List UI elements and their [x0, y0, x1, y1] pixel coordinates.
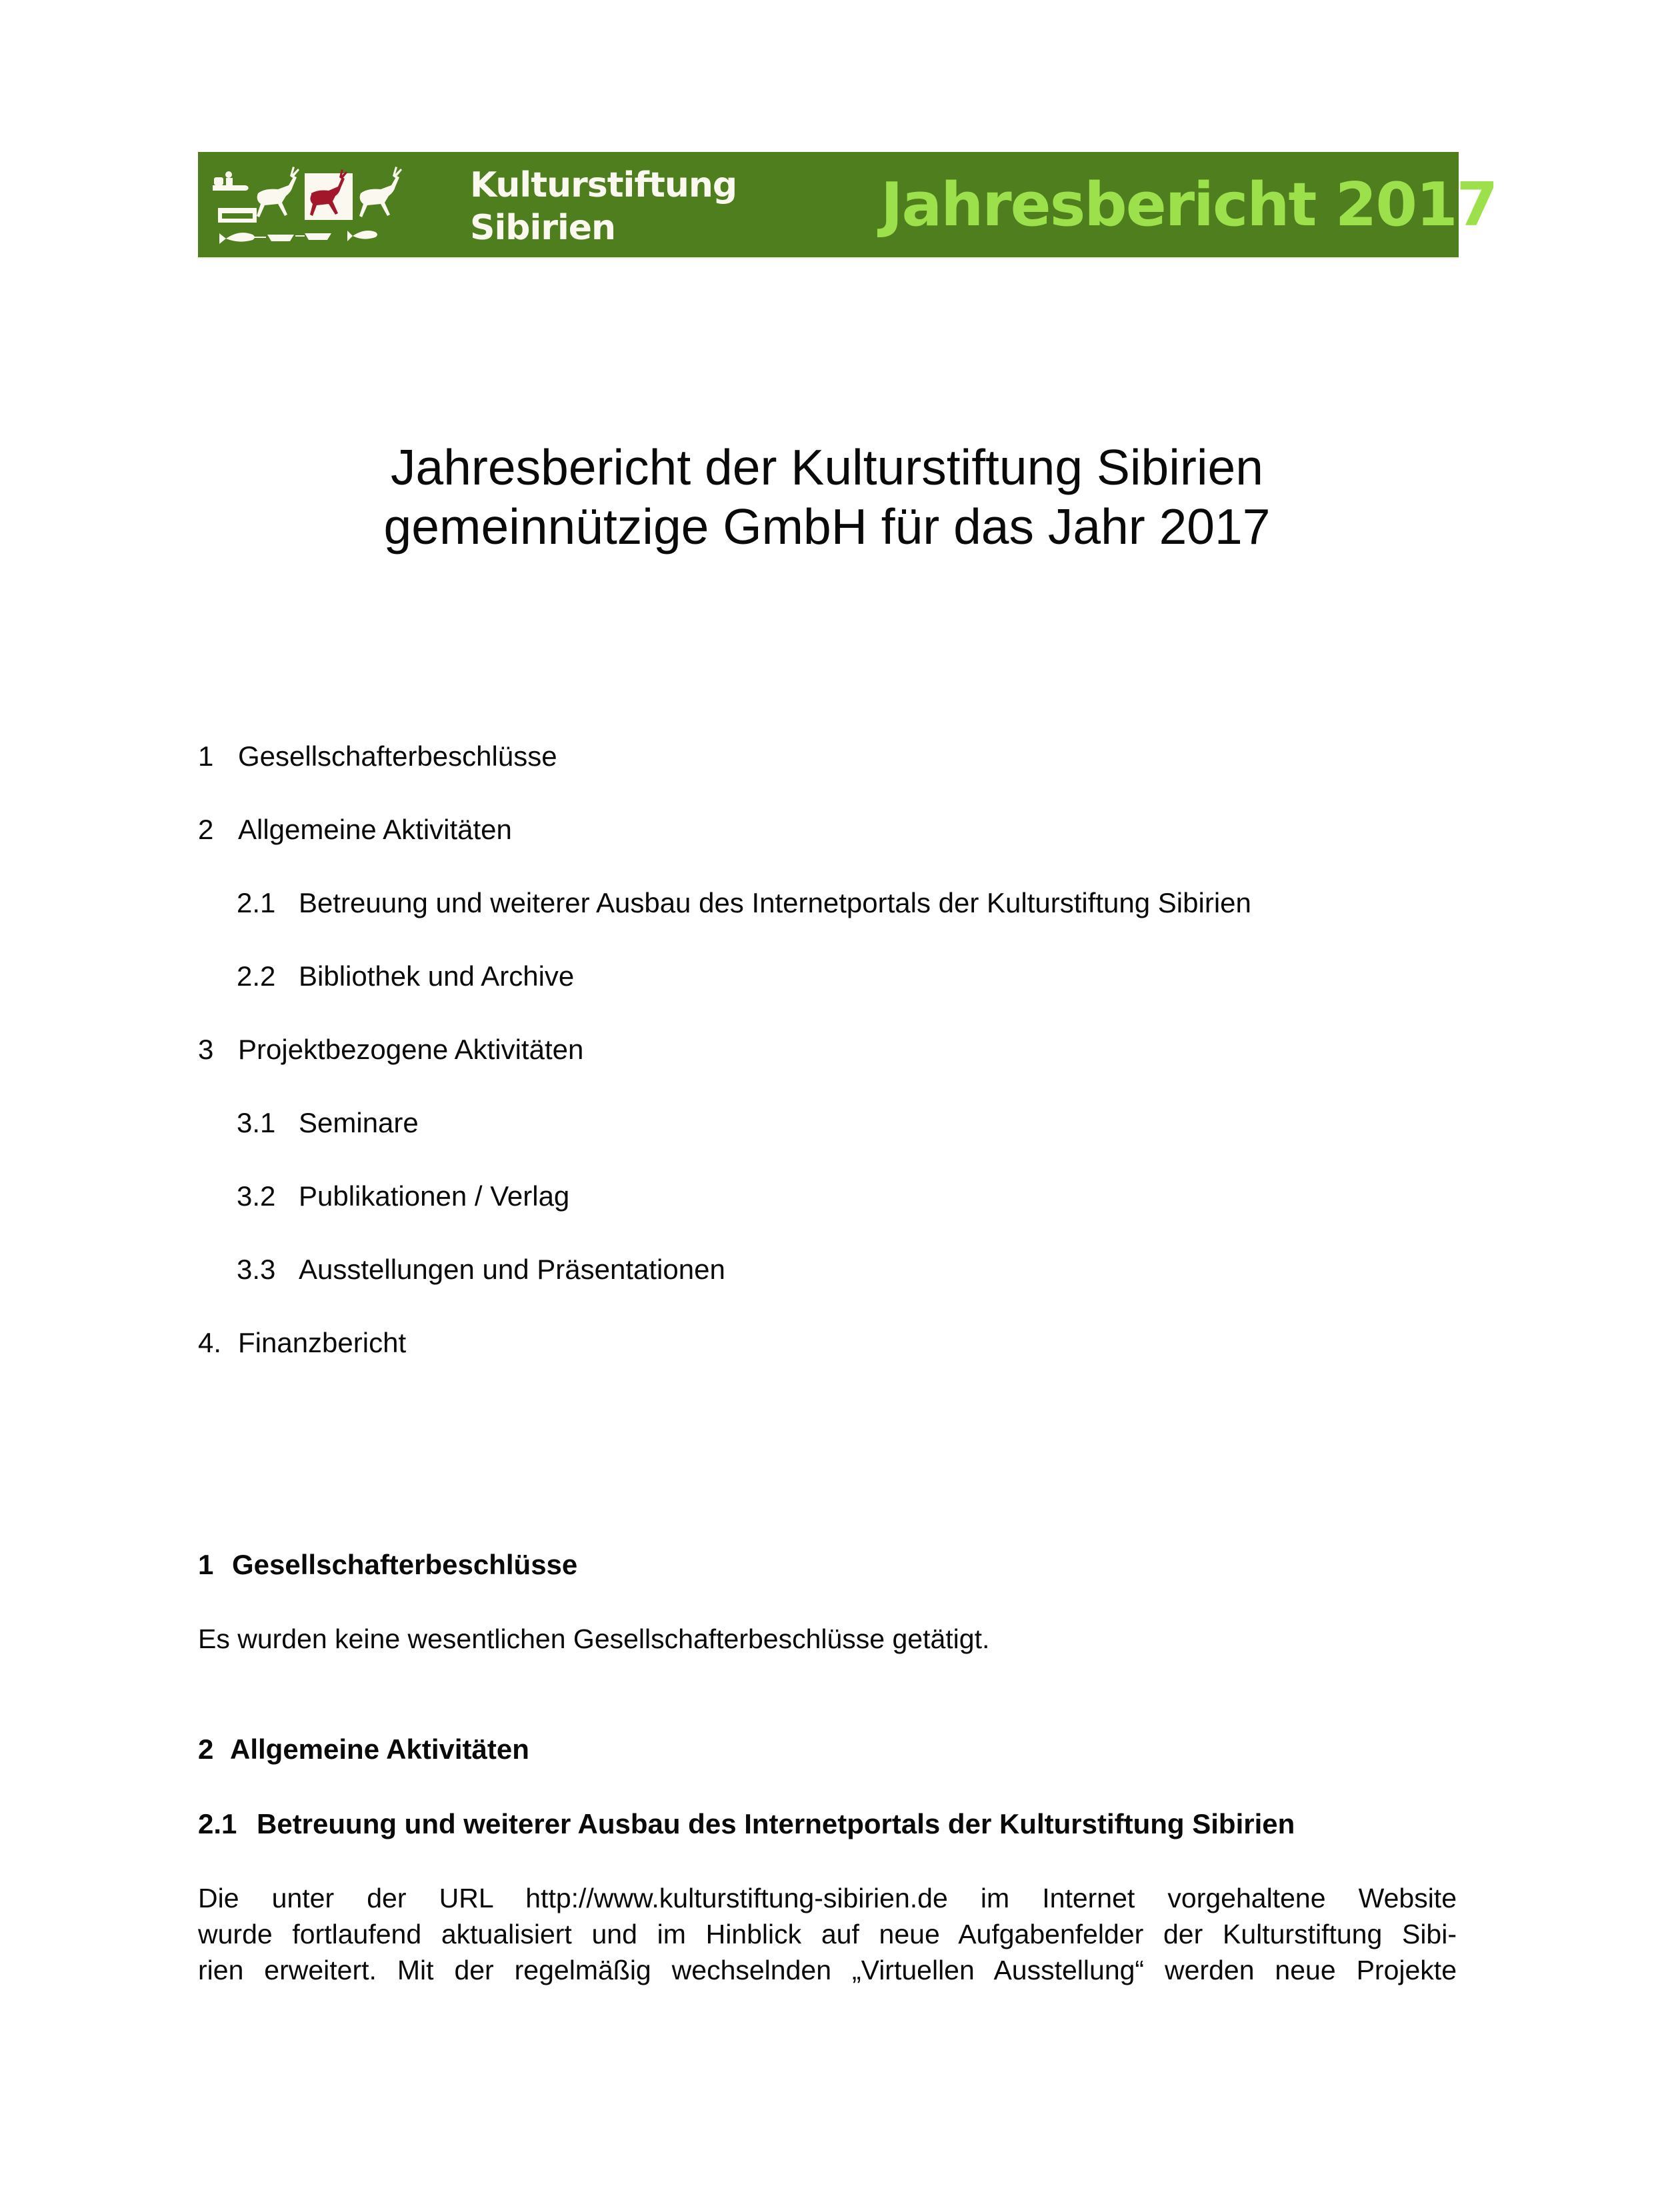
section-number: 2.1: [198, 1808, 237, 1839]
toc-number: 2.2: [237, 960, 276, 992]
toc-label: Publikationen / Verlag: [299, 1180, 570, 1212]
toc-number: 3.3: [237, 1254, 276, 1285]
section-1-paragraph: Es wurden keine wesentlichen Gesellschafterbeschlüsse getätigt.: [198, 1624, 990, 1654]
toc-label: Ausstellungen und Präsentationen: [299, 1254, 725, 1285]
red-reindeer-icon: [305, 169, 353, 220]
boat-icon: [267, 235, 294, 241]
toc-number: 2.1: [237, 887, 276, 918]
toc-label: Bibliothek und Archive: [299, 960, 575, 992]
boat-petroglyph-icon: [218, 208, 257, 223]
section-number: 1: [198, 1549, 214, 1580]
brand-line-2: Sibirien: [470, 208, 616, 248]
document-title-line-2: gemeinnützige GmbH für das Jahr 2017: [383, 499, 1271, 554]
header-banner: [198, 152, 1497, 259]
reindeer-icon: [257, 167, 299, 217]
toc-number: 3.1: [237, 1107, 276, 1138]
section-title: Allgemeine Aktivitäten: [230, 1733, 529, 1765]
whale-icon: [347, 231, 377, 241]
boat-icon: [305, 233, 331, 240]
report-year-title: Jahresbericht 2017: [881, 170, 1497, 240]
whale-icon: [219, 233, 255, 244]
toc-number: 3: [198, 1034, 214, 1065]
document-title: [0, 438, 1654, 556]
paragraph-line: rien erweitert. Mit der regelmäßig wechselnden „Virtuellen Ausstellung“ werden neue Projekte: [198, 1955, 1457, 1985]
paragraph-line: Die unter der URL http://www.kulturstiftung-sibirien.de im Internet vorgehaltene Website: [198, 1883, 1457, 1913]
toc-label: Gesellschafterbeschlüsse: [238, 740, 557, 772]
section-title: Gesellschafterbeschlüsse: [232, 1549, 578, 1580]
sled-petroglyph-icon: [213, 171, 249, 191]
reindeer-icon: [359, 167, 402, 217]
toc-label: Projektbezogene Aktivitäten: [238, 1034, 584, 1065]
toc-number: 2: [198, 814, 214, 845]
section-number: 2: [198, 1733, 214, 1765]
brand-name: [470, 164, 737, 249]
toc-label: Allgemeine Aktivitäten: [238, 814, 512, 845]
toc-number: 3.2: [237, 1180, 276, 1212]
section-title: Betreuung und weiterer Ausbau des Internetportals der Kulturstiftung Sibirien: [257, 1808, 1295, 1839]
toc-label: Seminare: [299, 1107, 419, 1138]
paragraph-line: wurde fortlaufend aktualisiert und im Hinblick auf neue Aufgabenfelder der Kulturstiftung Sibi-: [198, 1919, 1457, 1949]
brand-line-1: Kulturstiftung: [470, 165, 737, 205]
toc-label: Finanzbericht: [238, 1327, 407, 1358]
toc-label: Betreuung und weiterer Ausbau des Internetportals der Kulturstiftung Sibirien: [299, 887, 1251, 918]
toc-number: 1: [198, 740, 214, 772]
document-title-line-1: Jahresbericht der Kulturstiftung Sibirien: [391, 439, 1263, 495]
toc-number: 4.: [198, 1327, 222, 1358]
petroglyph-logo-icon: [206, 159, 459, 251]
section-2-1-paragraph: [198, 1880, 1457, 1988]
